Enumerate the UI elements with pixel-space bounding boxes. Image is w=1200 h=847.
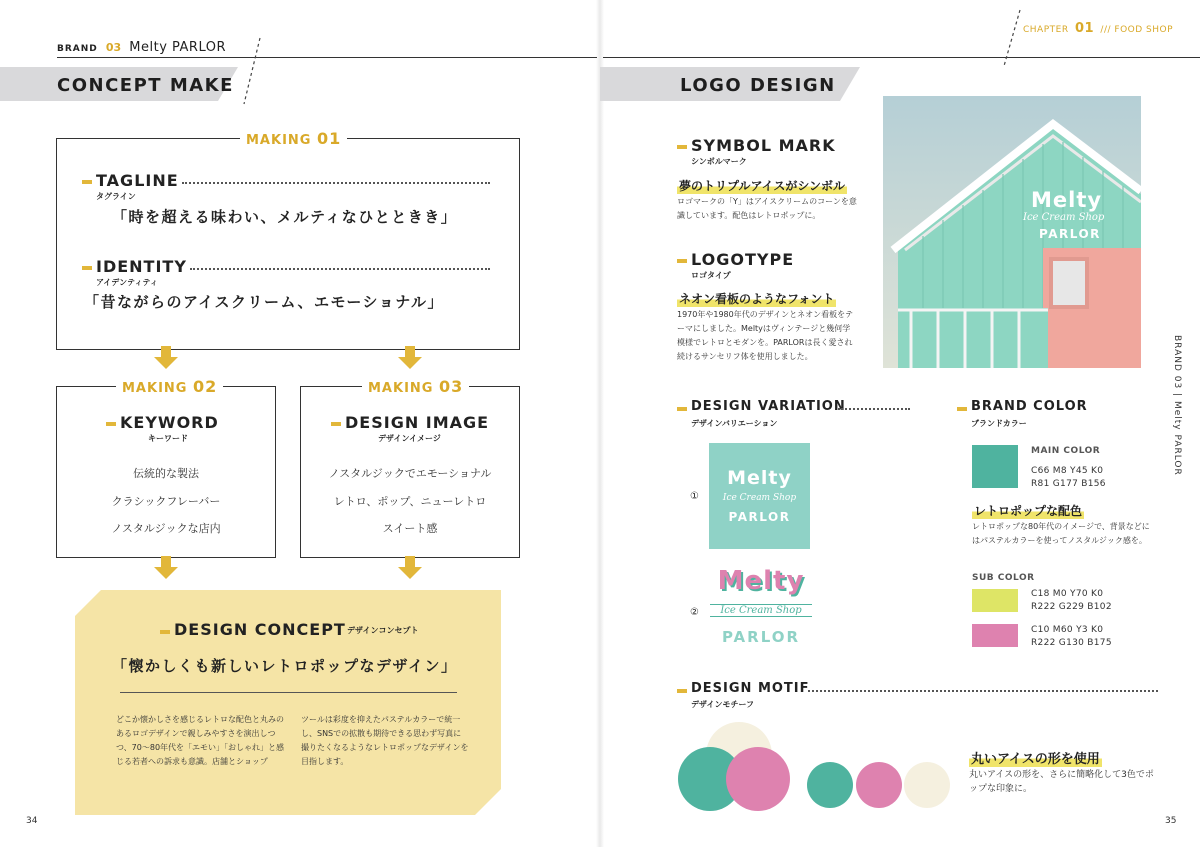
- tagline-dots: [182, 182, 490, 184]
- making-01-label: [240, 129, 347, 148]
- motif-ja: デザインモチーフ: [691, 700, 755, 709]
- making-02-number: 02: [193, 377, 218, 396]
- motif-circle-cream: [904, 762, 950, 808]
- shop-photo-illustration: [883, 96, 1141, 368]
- identity-dots: [190, 268, 490, 270]
- page-gutter: [596, 0, 604, 847]
- side-running-label: BRAND 03 | Melty PARLOR: [1172, 335, 1182, 476]
- concept-make-title: CONCEPT MAKE: [57, 75, 234, 96]
- design-image-accent: [331, 422, 341, 426]
- keyword-ja: キーワード: [148, 434, 188, 443]
- making-03-label: [362, 377, 469, 396]
- motif-heading: DESIGN MOTIF: [691, 681, 810, 696]
- motif-illustration: [678, 722, 796, 817]
- sub-color-swatch-pink: [972, 624, 1018, 647]
- brand-header-rule: [57, 57, 597, 58]
- tagline-heading: TAGLINE: [96, 171, 179, 190]
- sub-color-swatch-yellow: [972, 589, 1018, 612]
- main-color-label: MAIN COLOR: [1031, 446, 1101, 456]
- identity-ja: アイデンティティ: [96, 278, 158, 287]
- main-color-cmyk: C66 M8 Y45 K0: [1031, 466, 1104, 476]
- chapter-label: CHAPTER: [1023, 25, 1069, 35]
- keyword-item: クラシックフレーバー: [111, 495, 221, 508]
- keyword-item: 伝統的な製法: [133, 467, 199, 480]
- design-concept-rule: [120, 692, 457, 693]
- logo-variation-2: [702, 562, 820, 654]
- logo-variation-1-script: Ice Cream Shop: [722, 493, 797, 503]
- motif-dots: [808, 690, 1158, 692]
- brand-color-headline: レトロポップな配色: [974, 504, 1083, 518]
- keyword-heading: KEYWORD: [120, 413, 219, 432]
- main-color-rgb: R81 G177 B156: [1031, 479, 1106, 489]
- brand-header: [57, 36, 226, 55]
- chapter-header: [1023, 21, 1173, 36]
- sub-color-label: SUB COLOR: [972, 573, 1035, 583]
- making-01-number: 01: [317, 129, 342, 148]
- design-image-item: レトロ、ポップ、ニューレトロ: [333, 495, 487, 508]
- identity-accent: [82, 266, 92, 270]
- shop-photo: [883, 96, 1141, 368]
- logo-variation-1-name: PARLOR: [728, 510, 791, 524]
- variation-ja: デザインバリエーション: [691, 419, 778, 428]
- logotype-body: 1970年や1980年代のデザインとネオン看板をテーマにしました。Meltyはヴィンテージと幾何学模様でレトロとモダンを。PARLORは長く愛され続けるサンセリフ体を使用しました。: [677, 310, 854, 361]
- page-number-left: 34: [26, 816, 38, 826]
- motif-circle-mint: [807, 762, 853, 808]
- header-slash: [240, 36, 264, 106]
- page-number-right: 35: [1165, 816, 1177, 826]
- brand-color-accent: [957, 407, 967, 411]
- motif-circle-pink: [726, 747, 790, 811]
- symbol-heading: SYMBOL MARK: [691, 136, 836, 155]
- variation-heading: DESIGN VARIATION: [691, 399, 846, 414]
- variation-dots: [838, 408, 910, 410]
- motif-body: 丸いアイスの形を、さらに簡略化して3色でポップな印象に。: [969, 770, 1154, 794]
- keyword-item: ノスタルジックな店内: [111, 522, 221, 535]
- design-concept-body: ツールは彩度を抑えたパステルカラーで統一し、SNSでの拡散も期待できる思わず写真に撮りたくなるようなレトロポップなデザインを目指します。: [301, 715, 469, 766]
- main-color-swatch: [972, 445, 1018, 488]
- making-01-box: [56, 138, 520, 350]
- symbol-headline: 夢のトリプルアイスがシンボル: [679, 179, 846, 193]
- brand-label: BRAND: [57, 44, 98, 54]
- variation-marker-1: ①: [690, 491, 699, 502]
- variation-marker-2: ②: [690, 607, 699, 618]
- design-concept-ja: デザインコンセプト: [347, 626, 419, 635]
- motif-headline: 丸いアイスの形を使用: [969, 748, 1102, 767]
- brand-number: 03: [105, 41, 122, 54]
- design-concept-accent: [160, 630, 170, 634]
- symbol-body: ロゴマークの「Y」はアイスクリームのコーンを意識しています。配色はレトロポップに。: [677, 197, 857, 220]
- tagline-text: 「時を超える味わい、メルティなひとときき」: [112, 208, 458, 226]
- chapter-name: FOOD SHOP: [1114, 25, 1174, 35]
- tagline-ja: タグライン: [96, 192, 136, 201]
- logo-design-title: LOGO DESIGN: [680, 75, 836, 96]
- logo-variation-2-name: PARLOR: [721, 628, 801, 646]
- symbol-accent: [677, 145, 687, 149]
- chapter-header-rule: [603, 57, 1200, 58]
- design-concept-body: どこか懐かしさを感じるレトロな配色と丸みのあるロゴデザインで親しみやすさを演出しつつ、70～80年代を「エモい」「おしゃれ」と感じる若者への訴求も意識。店舗とショップ: [116, 715, 285, 766]
- making-02-text: MAKING: [122, 381, 188, 396]
- motif-accent: [677, 689, 687, 693]
- brand-color-ja: ブランドカラー: [971, 419, 1027, 428]
- making-03-number: 03: [439, 377, 464, 396]
- identity-text: 「昔ながらのアイスクリーム、エモーショナル」: [84, 293, 445, 311]
- logo-variation-1-word: Melty: [727, 467, 792, 489]
- design-image-item: ノスタルジックでエモーショナル: [328, 467, 492, 480]
- motif-circle-pink: [856, 762, 902, 808]
- brand-name: Melty PARLOR: [129, 40, 226, 55]
- tagline-accent: [82, 180, 92, 184]
- logo-variation-2-script: Ice Cream Shop: [710, 604, 812, 617]
- making-01-text: MAKING: [246, 133, 312, 148]
- sub-color-cmyk: C18 M0 Y70 K0: [1031, 589, 1104, 599]
- design-image-heading: DESIGN IMAGE: [345, 413, 490, 432]
- symbol-ja: シンボルマーク: [691, 157, 747, 166]
- design-concept-text: 「懐かしくも新しいレトロポップなデザイン」: [112, 657, 458, 675]
- shop-sign-name: PARLOR: [1039, 227, 1101, 241]
- design-image-item: スイート感: [382, 522, 438, 535]
- shop-sign-word: Melty: [1031, 188, 1103, 212]
- sub-color-rgb: R222 G229 B102: [1031, 602, 1112, 612]
- chapter-separator: ///: [1100, 25, 1112, 35]
- logotype-headline: ネオン看板のようなフォント: [679, 292, 835, 306]
- design-image-ja: デザインイメージ: [378, 434, 441, 443]
- making-02-label: [116, 377, 223, 396]
- header-slash: [1000, 8, 1024, 68]
- identity-heading: IDENTITY: [96, 257, 187, 276]
- brand-color-heading: BRAND COLOR: [971, 399, 1088, 414]
- variation-accent: [677, 407, 687, 411]
- brand-color-body: レトロポップな80年代のイメージで、背景などにはパステルカラーを使ってノスタルジック感を。: [972, 522, 1150, 545]
- chapter-number: 01: [1074, 21, 1095, 36]
- sub-color-rgb: R222 G130 B175: [1031, 638, 1112, 648]
- logo-variation-2-word: Melty: [717, 566, 805, 596]
- design-concept-heading: DESIGN CONCEPT: [174, 620, 346, 639]
- sub-color-cmyk: C10 M60 Y3 K0: [1031, 625, 1104, 635]
- making-03-text: MAKING: [368, 381, 434, 396]
- shop-sign-script: Ice Cream Shop: [1023, 212, 1105, 223]
- logo-variation-1: [709, 443, 810, 549]
- keyword-accent: [106, 422, 116, 426]
- logotype-accent: [677, 259, 687, 263]
- logotype-ja: ロゴタイプ: [691, 271, 731, 280]
- logotype-heading: LOGOTYPE: [691, 250, 795, 269]
